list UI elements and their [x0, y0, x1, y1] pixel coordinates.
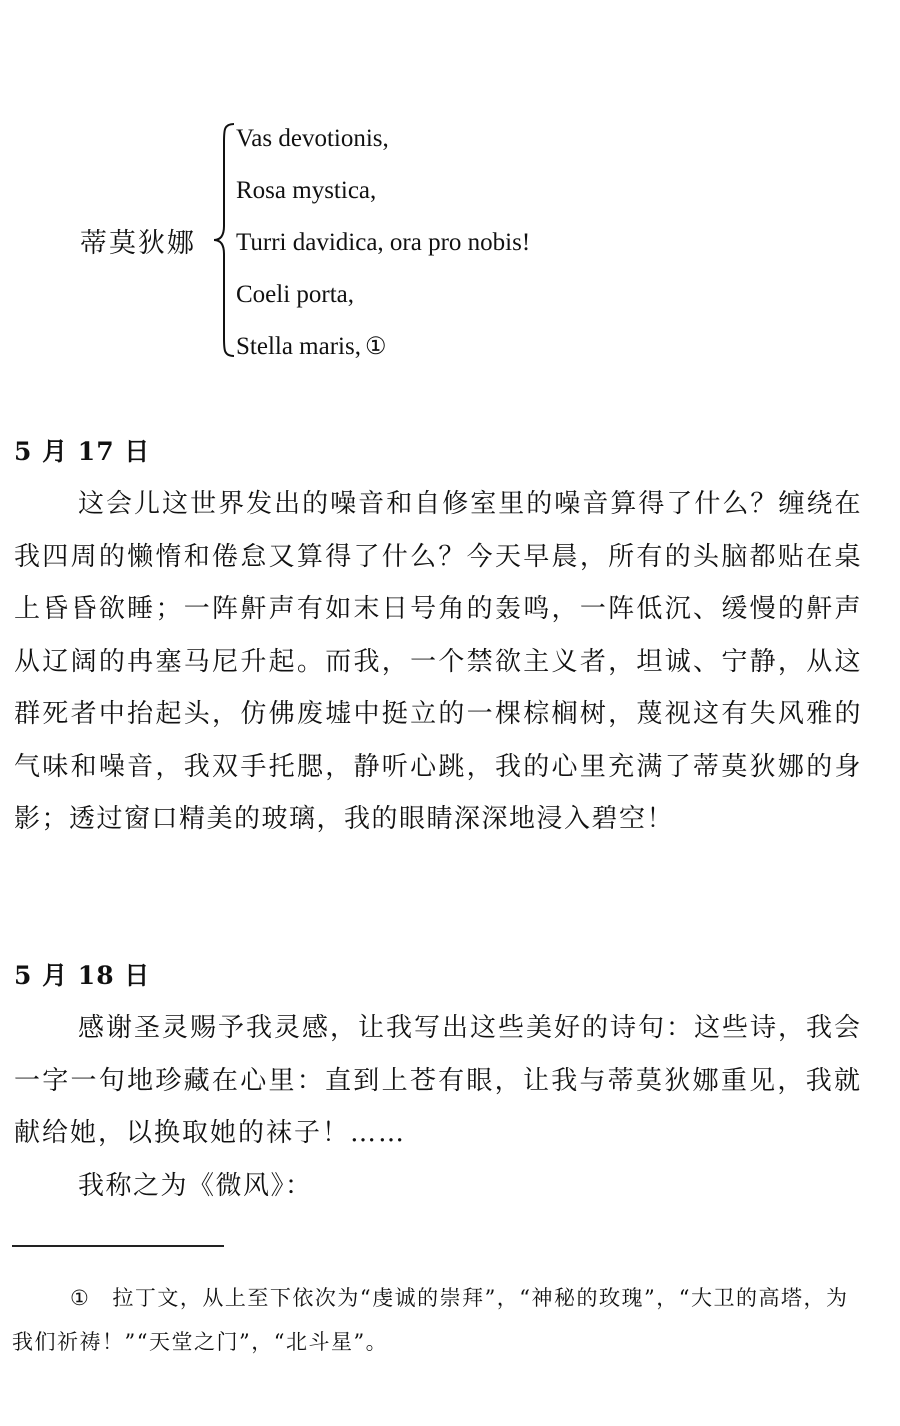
- footnote-rule: [12, 1245, 224, 1247]
- footnote: [12, 1276, 862, 1364]
- litany-line: Stella maris, ①: [236, 333, 387, 360]
- litany-line: Vas devotionis,: [236, 125, 389, 152]
- litany-line: Turri davidica, ora pro nobis!: [236, 229, 531, 256]
- curly-brace: [212, 122, 238, 358]
- entry-date: 5 月 18 日: [14, 961, 151, 990]
- footnote-number: ①: [70, 1286, 91, 1310]
- footnote-text: 拉丁文，从上至下依次为“虔诚的崇拜”，“神秘的玫瑰”，“大卫的高塔，为我们祈祷！”“天堂之门”，“北斗星”。: [12, 1286, 849, 1354]
- entry-closing-line: 我称之为《微风》：: [78, 1171, 313, 1201]
- entry-date: 5 月 17 日: [14, 437, 151, 466]
- entry-body: 这会儿这世界发出的噪音和自修室里的噪音算得了什么？缠绕在我四周的懒惰和倦怠又算得了什么？今天早晨，所有的头脑都贴在桌上昏昏欲睡；一阵鼾声有如末日号角的轰鸣，一阵低沉、缓慢的鼾声从辽阔的冉塞马尼升起。而我，一个禁欲主义者，坦诚、宁静，从这群死者中抬起头，仿佛废墟中挺立的一棵棕榈树，蔑视这有失风雅的气味和噪音，我双手托腮，静听心跳，我的心里充满了蒂莫狄娜的身影；透过窗口精美的玻璃，我的眼睛深深地浸入碧空！: [14, 489, 862, 834]
- litany-lines: [236, 118, 530, 378]
- litany-label: 蒂莫狄娜: [80, 228, 196, 259]
- footnote-marker: ①: [364, 334, 387, 360]
- litany-line: Rosa mystica,: [236, 177, 377, 204]
- entry-body: 感谢圣灵赐予我灵感，让我写出这些美好的诗句：这些诗，我会一字一句地珍藏在心里：直到上苍有眼，让我与蒂莫狄娜重见，我就献给她，以换取她的袜子！……: [14, 1013, 863, 1148]
- litany-block: [0, 118, 900, 368]
- litany-line: Coeli porta,: [236, 281, 355, 308]
